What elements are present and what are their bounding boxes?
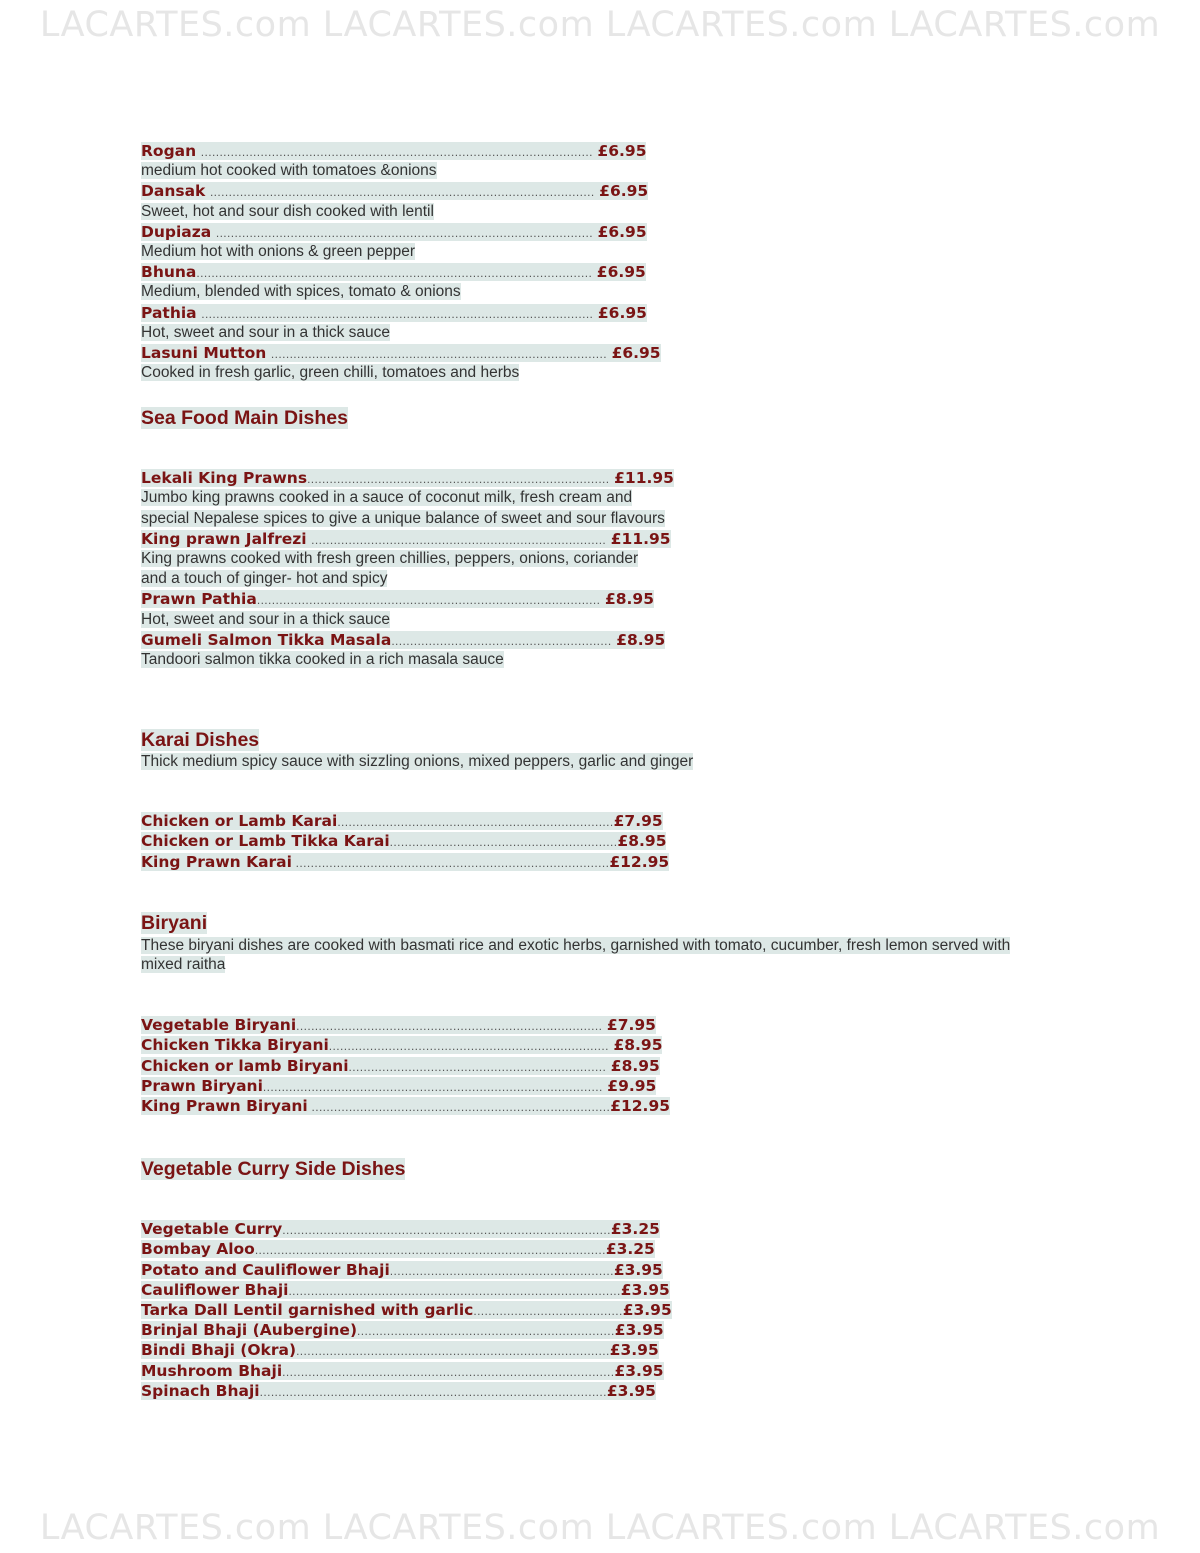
leader-dots: ................................................................................. <box>307 472 610 487</box>
item-name: Vegetable Biryani <box>141 1016 297 1035</box>
menu-item <box>141 1015 1061 1035</box>
item-title-row <box>141 263 646 281</box>
menu-item <box>141 630 1061 670</box>
menu-item <box>141 852 1061 872</box>
item-price: £3.95 <box>614 1321 664 1340</box>
leader-dots: ............................................................................................ <box>256 593 601 608</box>
item-description: and a touch of ginger- hot and spicy <box>141 570 388 588</box>
menu-item <box>141 831 1061 851</box>
item-price: £7.95 <box>606 1016 656 1035</box>
leader-dots: ....................................................................................................... <box>209 185 595 200</box>
item-price: £6.95 <box>597 142 647 160</box>
biryani-list <box>141 1015 1061 1116</box>
menu-item <box>141 1340 1061 1360</box>
leader-dots: ............................................................. <box>389 835 618 850</box>
leader-dots: ..................................................................................................... <box>215 225 593 240</box>
item-description: Jumbo king prawns cooked in a sauce of coconut milk, fresh cream and <box>141 489 633 507</box>
item-name: Bombay Aloo <box>141 1240 255 1259</box>
menu-item <box>141 1361 1061 1381</box>
item-price: £11.95 <box>614 469 674 488</box>
watermark-top: LACARTES.com LACARTES.com LACARTES.com LACARTES.com <box>39 5 1161 45</box>
item-title-row <box>141 344 661 362</box>
menu-item <box>141 1056 1061 1076</box>
leader-dots: ............................................................................... <box>311 532 607 547</box>
menu-item <box>141 303 1061 343</box>
item-price: £6.95 <box>599 182 649 201</box>
menu-item <box>141 1076 1061 1096</box>
section-title-biryani: Biryani <box>141 911 208 934</box>
section-title-karai: Karai Dishes <box>141 729 260 752</box>
leader-dots: ........................................ <box>473 1303 623 1318</box>
leader-dots: ........................................................................... <box>328 1039 609 1054</box>
item-description: Cooked in fresh garlic, green chilli, tomatoes and herbs <box>141 364 520 382</box>
menu-item <box>141 589 1061 629</box>
item-name: Vegetable Curry <box>141 1220 283 1239</box>
leader-dots: ......................................................................................................... <box>201 306 594 321</box>
leader-dots: .................................................................................. <box>296 1019 603 1034</box>
item-title-row <box>141 590 654 608</box>
item-price: £8.95 <box>616 630 666 649</box>
menu-item <box>141 222 1061 262</box>
menu-page <box>141 141 1061 1401</box>
item-name: Prawn Pathia <box>141 590 257 609</box>
leader-dots: ........................................................... <box>391 633 612 648</box>
item-name: Mushroom Bhaji <box>141 1361 283 1380</box>
item-name: Dupiaza <box>141 222 212 241</box>
item-description: Medium hot with onions & green pepper <box>141 242 415 260</box>
menu-item <box>141 468 1061 529</box>
item-description: special Nepalese spices to give a unique balance of sweet and sour flavours <box>141 509 665 527</box>
item-name: King Prawn Biryani <box>141 1097 308 1116</box>
item-price: £3.95 <box>620 1280 670 1299</box>
item-name: Bindi Bhaji (Okra) <box>141 1341 297 1360</box>
leader-dots: .................................................................................... <box>296 1344 610 1359</box>
menu-item <box>141 1280 1061 1300</box>
seafood-list <box>141 468 1061 670</box>
menu-item <box>141 1260 1061 1280</box>
leader-dots: ............................................................................................. <box>259 1384 607 1399</box>
leader-dots: ..................................................................... <box>357 1324 615 1339</box>
item-name: Bhuna <box>141 263 197 282</box>
menu-item <box>141 141 1061 181</box>
item-name: Cauliflower Bhaji <box>141 1280 289 1299</box>
item-price: £7.95 <box>613 812 663 831</box>
item-name: Lekali King Prawns <box>141 469 308 488</box>
item-price: £8.95 <box>613 1036 663 1055</box>
leader-dots: ........................................................................................ <box>282 1223 611 1238</box>
item-name: Brinjal Bhaji (Aubergine) <box>141 1321 358 1340</box>
leader-dots: ..................................................................... <box>348 1059 607 1074</box>
section-subtitle-biryani: These biryani dishes are cooked with basmati rice and exotic herbs, garnished with tomato, cucumber, fresh lemon served with mixed raitha <box>141 936 1011 974</box>
menu-item <box>141 1320 1061 1340</box>
item-name: Pathia <box>141 303 197 322</box>
leader-dots: ................................................................................ <box>307 1100 611 1115</box>
menu-item <box>141 1300 1061 1320</box>
leader-dots: ......................................................................................................... <box>200 145 593 159</box>
item-price: £6.95 <box>596 263 646 282</box>
item-price: £3.25 <box>610 1220 660 1239</box>
item-name: Spinach Bhaji <box>141 1381 260 1400</box>
item-price: £6.95 <box>611 343 661 362</box>
item-price: £12.95 <box>610 1097 671 1116</box>
item-name: Dansak <box>141 182 206 201</box>
item-name: Gumeli Salmon Tikka Masala <box>141 630 392 649</box>
item-title-row <box>141 530 671 548</box>
item-title-row <box>141 223 647 241</box>
item-title-row <box>141 304 647 322</box>
menu-item <box>141 529 1061 590</box>
item-price: £8.95 <box>604 590 654 609</box>
watermark-bottom: LACARTES.com LACARTES.com LACARTES.com LACARTES.com <box>39 1508 1161 1548</box>
item-name: Chicken or lamb Biryani <box>141 1056 349 1075</box>
item-description: Hot, sweet and sour in a thick sauce <box>141 610 390 628</box>
menu-item <box>141 1035 1061 1055</box>
item-price: £11.95 <box>610 529 671 548</box>
section-title-veg-sides: Vegetable Curry Side Dishes <box>141 1158 406 1181</box>
leader-dots: .............................................................................................. <box>254 1243 606 1258</box>
item-title-row <box>141 142 646 160</box>
item-description: Sweet, hot and sour dish cooked with lentil <box>141 202 434 220</box>
item-description: King prawns cooked with fresh green chillies, peppers, onions, coriander <box>141 550 639 567</box>
menu-item <box>141 181 1061 221</box>
section-subtitle-karai: Thick medium spicy sauce with sizzling onions, mixed peppers, garlic and ginger <box>141 753 694 771</box>
item-name: King prawn Jalfrezi <box>141 529 307 548</box>
item-name: Rogan <box>141 142 197 160</box>
leader-dots: ............................................................ <box>389 1263 614 1278</box>
item-title-row <box>141 631 665 649</box>
leader-dots: .......................................................................................... <box>270 346 607 361</box>
item-description: Tandoori salmon tikka cooked in a rich masala sauce <box>141 650 504 668</box>
item-description: Hot, sweet and sour in a thick sauce <box>141 323 390 341</box>
veg-sides-list <box>141 1219 1061 1401</box>
item-price: £8.95 <box>610 1056 660 1075</box>
menu-item <box>141 262 1061 302</box>
item-price: £3.95 <box>609 1341 659 1360</box>
item-name: King Prawn Karai <box>141 852 292 871</box>
leader-dots: .......................................................................... <box>337 815 614 830</box>
item-description: medium hot cooked with tomatoes &onions <box>141 162 437 180</box>
item-price: £6.95 <box>597 222 647 241</box>
item-name: Potato and Cauliflower Bhaji <box>141 1260 390 1279</box>
leader-dots: ......................................................................................... <box>288 1283 621 1298</box>
leader-dots: .................................................................................... <box>291 855 610 870</box>
menu-item <box>141 1219 1061 1239</box>
item-price: £3.95 <box>613 1260 663 1279</box>
item-price: £8.95 <box>617 832 667 851</box>
item-name: Prawn Biryani <box>141 1076 263 1095</box>
item-name: Chicken or Lamb Karai <box>141 812 338 831</box>
section-title-seafood: Sea Food Main Dishes <box>141 407 348 430</box>
item-description: Medium, blended with spices, tomato & onions <box>141 283 461 301</box>
item-price: £3.95 <box>622 1300 672 1319</box>
leader-dots: ......................................................................................... <box>282 1364 615 1379</box>
menu-item <box>141 1381 1061 1401</box>
karai-list <box>141 811 1061 872</box>
menu-item <box>141 1239 1061 1259</box>
item-title-row <box>141 182 648 200</box>
item-title-row <box>141 469 674 487</box>
item-name: Chicken Tikka Biryani <box>141 1036 329 1055</box>
menu-item <box>141 343 1061 383</box>
item-name: Chicken or Lamb Tikka Karai <box>141 832 390 851</box>
leader-dots: ........................................................................................... <box>262 1079 603 1094</box>
item-name: Tarka Dall Lentil garnished with garlic <box>141 1300 474 1319</box>
item-name: Lasuni Mutton <box>141 343 267 362</box>
menu-item <box>141 811 1061 831</box>
item-price: £12.95 <box>609 852 670 871</box>
mains-list <box>141 141 1061 383</box>
item-price: £3.95 <box>606 1381 656 1400</box>
item-price: £9.95 <box>607 1076 657 1095</box>
leader-dots: .......................................................................................................... <box>196 266 593 281</box>
menu-item <box>141 1096 1061 1116</box>
item-price: £6.95 <box>597 303 647 322</box>
item-price: £3.25 <box>605 1240 655 1259</box>
item-price: £3.95 <box>614 1361 664 1380</box>
